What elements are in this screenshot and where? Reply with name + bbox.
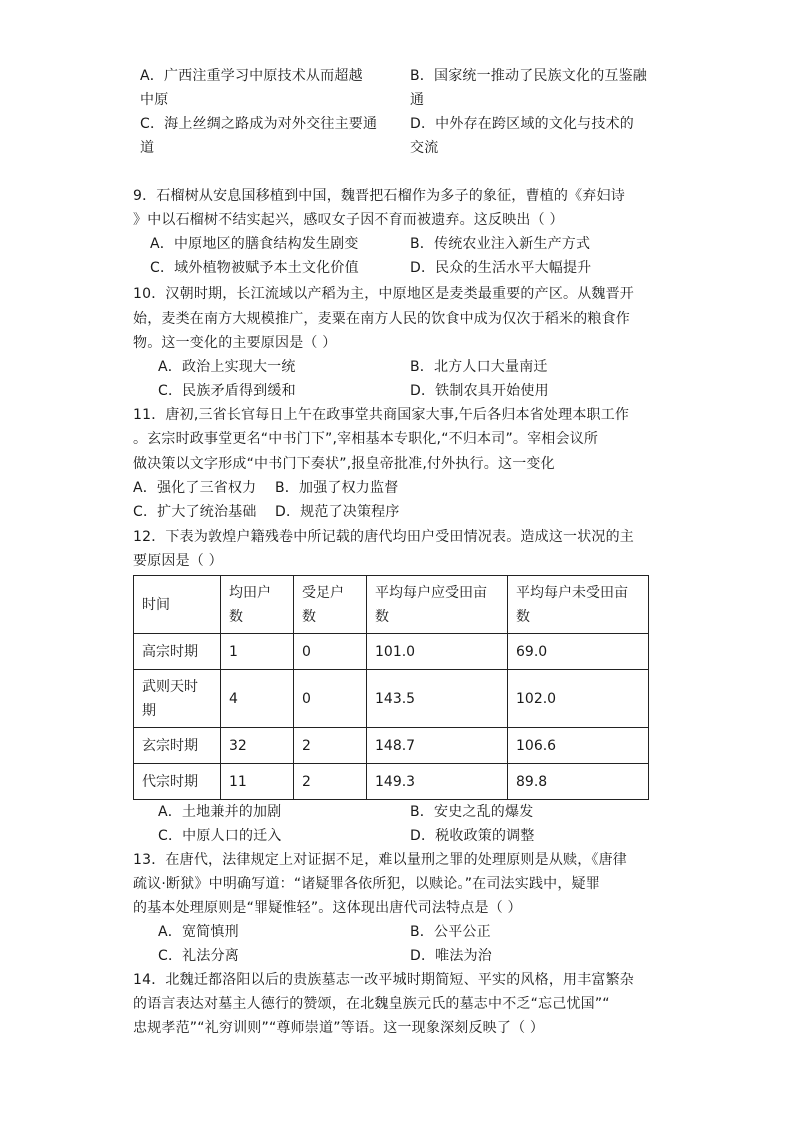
table-header-cell: 时间 <box>134 576 221 634</box>
q12-option-c: C．中原人口的迁入 <box>158 828 282 844</box>
table-row <box>134 634 649 670</box>
q8-option-a-line2: 中原 <box>140 92 169 108</box>
table-cell: 69.0 <box>508 634 649 670</box>
q13-option-a: A．宽简慎刑 <box>158 924 239 940</box>
q12-option-d: D．税收政策的调整 <box>410 828 535 844</box>
q11-stem-line2: 。玄宗时政事堂更名“中书门下”,宰相基本专职化,“不归本司”。宰相会议所 <box>133 431 599 447</box>
q9-option-a: A．中原地区的膳食结构发生剧变 <box>150 236 359 252</box>
q12-stem-line2: 要原因是（ ） <box>133 553 223 569</box>
table-row <box>134 764 649 800</box>
q10-option-d: D．铁制农具开始使用 <box>410 383 549 399</box>
table-cell: 101.0 <box>367 634 508 670</box>
q8-option-b-line1: B．国家统一推动了民族文化的互鉴融 <box>410 68 648 84</box>
q11-stem-line3: 做决策以文字形成“中书门下奏状”,报皇帝批准,付外执行。这一变化 <box>133 456 555 472</box>
q10-option-a: A．政治上实现大一统 <box>158 359 296 375</box>
table-cell: 11 <box>221 764 294 800</box>
table-cell: 149.3 <box>367 764 508 800</box>
q8-option-a-line1: A．广西注重学习中原技术从而超越 <box>140 68 363 84</box>
table-header-cell: 平均每户未受田亩 数 <box>508 576 649 634</box>
table-cell: 4 <box>221 670 294 728</box>
q10-stem-line2: 始，麦类在南方大规模推广，麦粟在南方人民的饮食中成为仅次于稻米的粮食作 <box>133 311 630 327</box>
q12-option-b: B．安史之乱的爆发 <box>410 804 534 820</box>
table-cell: 148.7 <box>367 728 508 764</box>
q10-stem-line3: 物。这一变化的主要原因是（ ） <box>133 335 337 351</box>
q8-option-b-line2: 通 <box>410 92 425 108</box>
table-cell: 102.0 <box>508 670 649 728</box>
table-header-row <box>134 576 649 634</box>
table-cell: 2 <box>294 764 367 800</box>
table-cell-period: 武则天时 期 <box>134 670 221 728</box>
table-cell-period: 代宗时期 <box>134 764 221 800</box>
q13-option-d: D．唯法为治 <box>410 948 492 964</box>
q11-option-b: B．加强了权力监督 <box>275 480 399 496</box>
q11-option-a: A．强化了三省权力 <box>133 480 257 496</box>
q13-option-c: C．礼法分离 <box>158 948 239 964</box>
q9-option-b: B．传统农业注入新生产方式 <box>410 236 591 252</box>
q12-stem-line1: 12．下表为敦煌户籍残卷中所记载的唐代均田户受田情况表。造成这一状况的主 <box>133 529 635 545</box>
table-cell: 143.5 <box>367 670 508 728</box>
q9-option-c: C．域外植物被赋予本土文化价值 <box>150 260 359 276</box>
q13-stem-line2: 疏议·断狱》中明确写道：“诸疑罪各依所犯，以赎论。”在司法实践中，疑罪 <box>133 876 600 892</box>
q11-option-d: D．规范了决策程序 <box>275 504 400 520</box>
q11-stem-line1: 11．唐初,三省长官每日上午在政事堂共商国家大事,午后各归本省处理本职工作 <box>133 407 630 423</box>
q9-stem-line2: 》中以石榴树不结实起兴，感叹女子因不育而被遗弃。这反映出（ ） <box>133 212 564 228</box>
q8-option-d-line1: D．中外存在跨区域的文化与技术的 <box>410 116 634 132</box>
q13-stem-line1: 13．在唐代，法律规定上对证据不足，难以量刑之罪的处理原则是从赎，《唐律 <box>133 852 628 868</box>
q10-option-b: B．北方人口大量南迁 <box>410 359 548 375</box>
q9-stem-line1: 9．石榴树从安息国移植到中国，魏晋把石榴作为多子的象征，曹植的《弃妇诗 <box>133 188 625 204</box>
land-allocation-table <box>133 575 649 800</box>
table-header-cell: 平均每户应受田亩 数 <box>367 576 508 634</box>
table-header-cell: 受足户 数 <box>294 576 367 634</box>
table-cell: 1 <box>221 634 294 670</box>
q10-stem-line1: 10．汉朝时期，长江流域以产稻为主，中原地区是麦类最重要的产区。从魏晋开 <box>133 286 635 302</box>
q8-option-c-line2: 道 <box>140 140 155 156</box>
table-row <box>134 670 649 728</box>
q12-option-a: A．土地兼并的加剧 <box>158 804 282 820</box>
q14-stem-line2: 的语言表达对墓主人德行的赞颂，在北魏皇族元氏的墓志中不乏“忘己忧国”“ <box>133 996 610 1012</box>
table-cell: 0 <box>294 634 367 670</box>
q11-option-c: C．扩大了统治基础 <box>133 504 257 520</box>
table-cell: 106.6 <box>508 728 649 764</box>
q10-option-c: C．民族矛盾得到缓和 <box>158 383 296 399</box>
table-row <box>134 728 649 764</box>
q14-stem-line3: 忠规孝范”“礼穷训则”“尊师崇道”等语。这一现象深刻反映了（ ） <box>133 1020 545 1036</box>
q9-option-d: D．民众的生活水平大幅提升 <box>410 260 592 276</box>
table-cell: 0 <box>294 670 367 728</box>
table-cell: 2 <box>294 728 367 764</box>
q8-option-c-line1: C．海上丝绸之路成为对外交往主要通 <box>140 116 378 132</box>
table-cell: 32 <box>221 728 294 764</box>
table-cell-period: 玄宗时期 <box>134 728 221 764</box>
q8-option-d-line2: 交流 <box>410 140 439 156</box>
q14-stem-line1: 14．北魏迁都洛阳以后的贵族墓志一改平城时期简短、平实的风格，用丰富繁杂 <box>133 972 635 988</box>
table-cell: 89.8 <box>508 764 649 800</box>
q13-option-b: B．公平公正 <box>410 924 491 940</box>
table-cell-period: 高宗时期 <box>134 634 221 670</box>
table-header-cell: 均田户 数 <box>221 576 294 634</box>
q13-stem-line3: 的基本处理原则是“罪疑惟轻”。这体现出唐代司法特点是（ ） <box>133 900 522 916</box>
